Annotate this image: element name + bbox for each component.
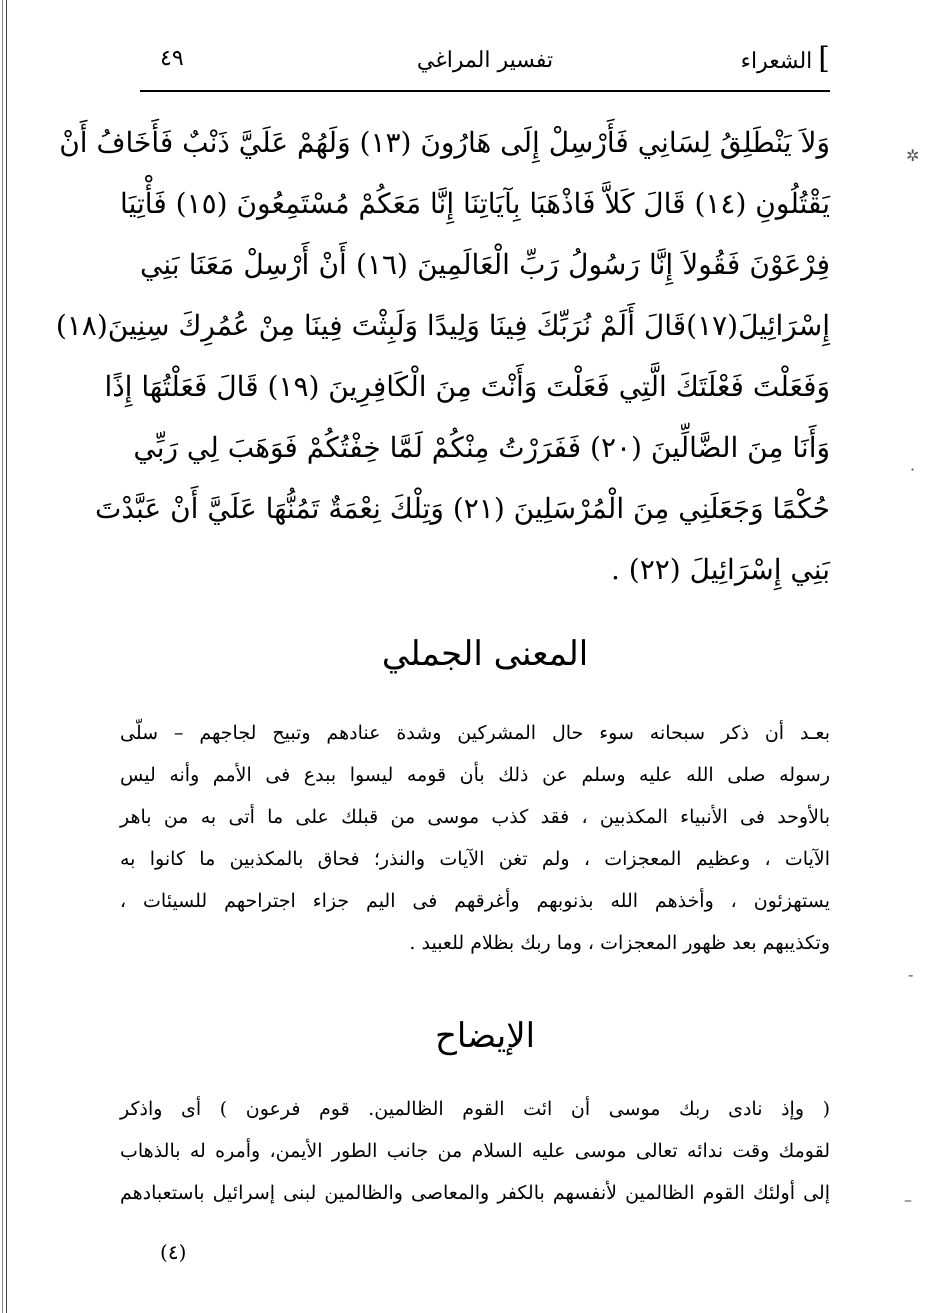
header-bracket: ]: [818, 41, 830, 76]
paragraph-line: وتكذيبهم بعد ظهور المعجزات ، وما ربك بظلام للعبيد .: [409, 932, 830, 954]
verse-line: بَنِي إِسْرَائِيلَ (٢٢) .: [610, 553, 830, 586]
verse-line: حُكْمًا وَجَعَلَنِي مِنَ الْمُرْسَلِينَ (٢١) وَتِلْكَ نِعْمَةٌ تَمُنُّهَا عَلَيَّ أَنْ عَبَّدْتَ: [95, 492, 830, 525]
section-heading: المعنى الجملي: [381, 634, 589, 674]
page-number: ٤٩: [160, 46, 184, 71]
verse-line: إِسْرَائِيلَ(١٧)قَالَ أَلَمْ نُرَبِّكَ فِينَا وَلِيدًا وَلَبِثْتَ فِينَا مِنْ عُمُرِكَ سِنِينَ(١٨): [55, 309, 830, 342]
section-heading: الإيضاح: [434, 1016, 536, 1056]
paragraph-line: الآيات ، وعظيم المعجزات ، ولم تغن الآيات والنذر؛ فحاق بالمكذبين ما كانوا به: [120, 848, 830, 870]
margin-mark: –: [904, 1190, 912, 1209]
verse-line: فِرْعَوْنَ فَقُولاَ إِنَّا رَسُولُ رَبِّ الْعَالَمِينَ (١٦) أَنْ أَرْسِلْ مَعَنَا بَنِي: [140, 248, 831, 281]
verse-line: يَقْتُلُونِ (١٤) قَالَ كَلاَّ فَاذْهَبَا بِآيَاتِنَا إِنَّا مَعَكُمْ مُسْتَمِعُونَ (١٥) فَأْتِيَا: [120, 187, 830, 220]
paragraph-line: يستهزئون ، وأخذهم الله بذنوبهم وأغرقهم فى اليم جزاء اجتراحهم للسيئات ،: [120, 890, 830, 912]
verse-line: وَلاَ يَنْطَلِقُ لِسَانِي فَأَرْسِلْ إِلَى هَارُونَ (١٣) وَلَهُمْ عَلَيَّ ذَنْبٌ فَأَخَافُ أَنْ: [59, 126, 830, 159]
paragraph-line: إلى أولئك القوم الظالمين لأنفسهم بالكفر والمعاصى والظالمين لبنى إسرائيل باستعبادهم: [120, 1182, 830, 1204]
paragraph-line: بعـد أن ذكر سبحانه سوء حال المشركين وشدة عنادهم وتبيح لجاجهم – سلّى: [120, 722, 830, 744]
margin-mark: -: [908, 965, 914, 984]
verse-line: وَفَعَلْتَ فَعْلَتَكَ الَّتِي فَعَلْتَ وَأَنْتَ مِنَ الْكَافِرِينَ (١٩) قَالَ فَعَلْتُهَا إِذًا: [104, 370, 830, 403]
margin-mark: ✲: [906, 146, 920, 165]
page-edge-line: [6, 0, 7, 1313]
page-edge-line: [2, 0, 3, 1313]
paragraph-line: رسوله صلى الله عليه وسلم عن ذلك بأن قومه ليسوا ببدع فى الأمم وأنه ليس: [120, 764, 830, 786]
paragraph-line: بالأوحد فى الأنبياء المكذبين ، فقد كذب موسى من قبلك على ما أتى به من باهر: [120, 806, 830, 828]
book-title: تفسير المراغي: [416, 48, 554, 73]
summary-paragraph: [120, 712, 830, 964]
surah-label: الشعراء: [740, 49, 813, 74]
quran-verses: [55, 112, 831, 600]
paragraph-line: ( وإذ نادى ربك موسى أن ائت القوم الظالمين. قوم فرعون ) أى واذكر: [120, 1098, 830, 1120]
header-rule: [140, 90, 830, 92]
verse-line: وَأَنَا مِنَ الضَّالِّينَ (٢٠) فَفَرَرْتُ مِنْكُمْ لَمَّا خِفْتُكُمْ فَوَهَبَ لِي رَبِّي: [133, 431, 830, 464]
explanation-paragraph: [120, 1088, 830, 1214]
page-header: [140, 42, 830, 90]
paragraph-line: لقومك وقت ندائه تعالى موسى عليه السلام من جانب الطور الأيمن، وأمره له بالذهاب: [120, 1140, 830, 1162]
signature-mark: (٤): [160, 1240, 187, 1264]
margin-mark: ·: [910, 460, 916, 479]
